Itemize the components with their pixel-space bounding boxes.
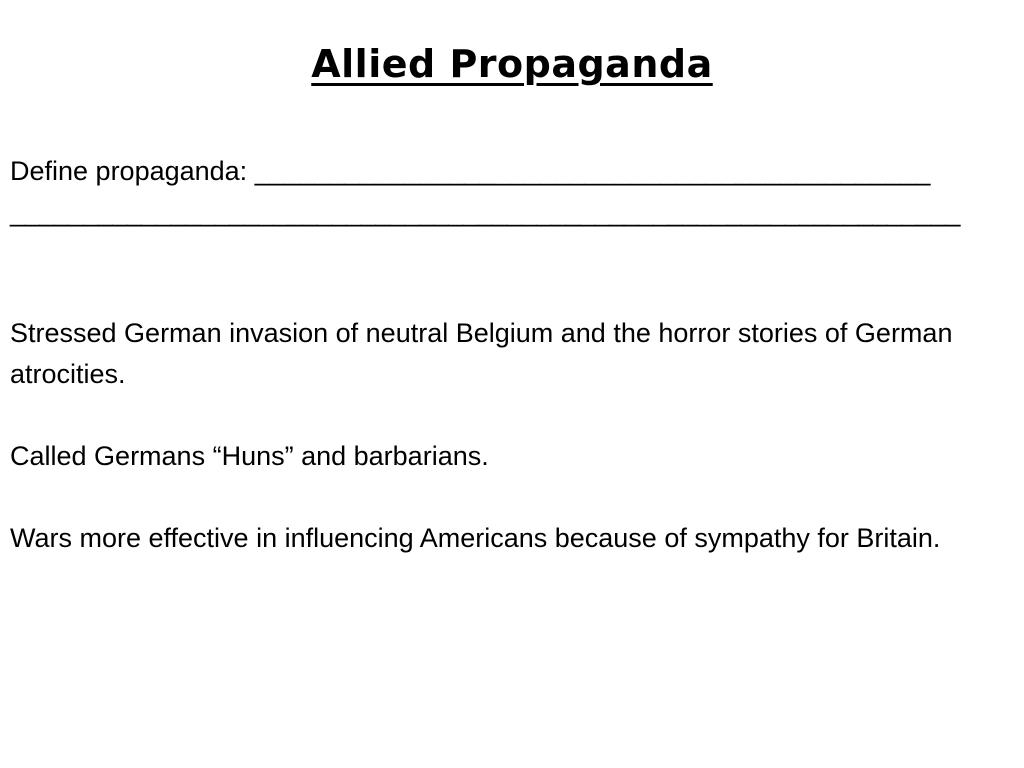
fact-belgium-invasion: Stressed German invasion of neutral Belgium and the horror stories of German atrocities.	[10, 318, 953, 389]
slide-title-text: Allied Propaganda	[311, 42, 713, 86]
define-answer-blank: _____________________________________________	[254, 156, 931, 186]
answer-continuation-blank: _________________________________________________________________	[10, 197, 961, 227]
define-prompt: Define propaganda:	[10, 156, 255, 186]
slide-title	[0, 36, 1024, 92]
fact-huns-barbarians: Called Germans “Huns” and barbarians.	[10, 441, 489, 471]
fact-sympathy-britain: Wars more effective in influencing Americans because of sympathy for Britain.	[10, 523, 941, 553]
define-propaganda-line	[10, 151, 1010, 192]
